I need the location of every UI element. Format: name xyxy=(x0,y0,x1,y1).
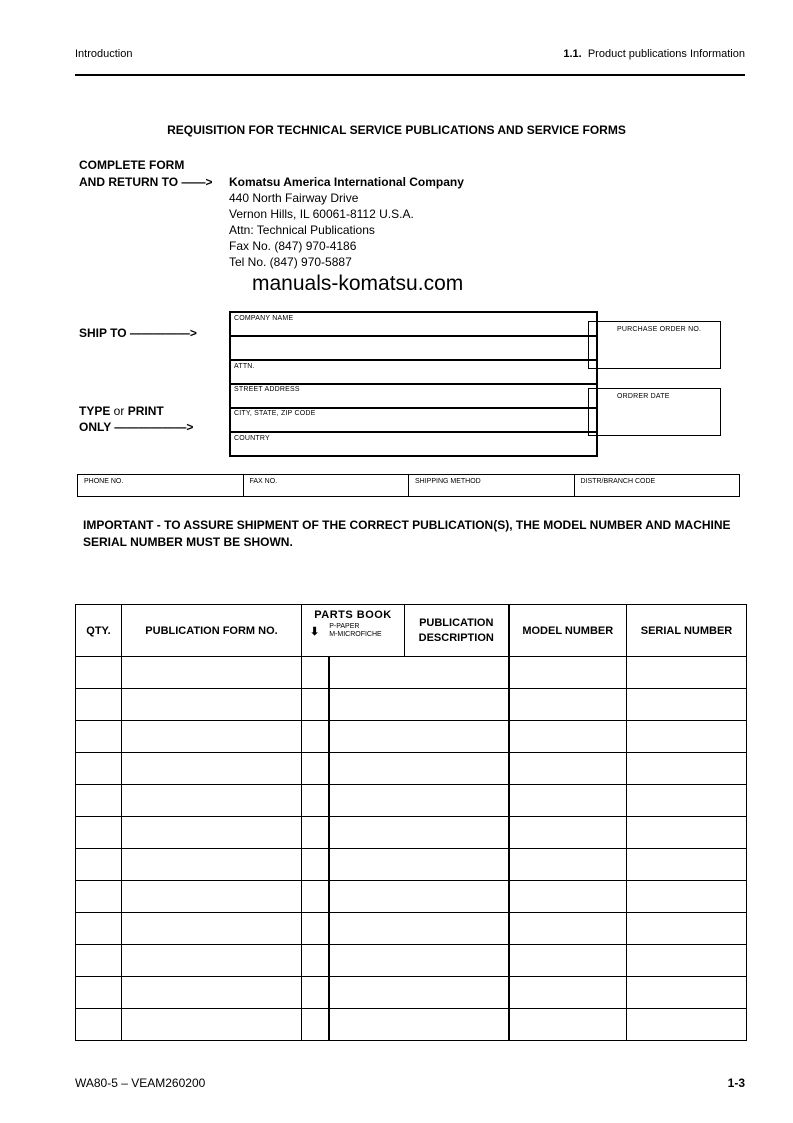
parts-book-cell[interactable] xyxy=(302,657,329,689)
chapter-title: Product publications Information xyxy=(587,48,745,60)
address-line: Vernon Hills, IL 60061-8112 U.S.A. xyxy=(229,207,414,221)
table-body xyxy=(76,657,747,1041)
model-cell[interactable] xyxy=(509,977,627,1009)
model-cell[interactable] xyxy=(509,849,627,881)
description-header-line2: DESCRIPTION xyxy=(418,631,494,644)
qty-cell[interactable] xyxy=(76,913,122,945)
parts-book-cell[interactable] xyxy=(302,689,329,721)
address-line: 440 North Fairway Drive xyxy=(229,191,359,205)
serial-cell[interactable] xyxy=(627,785,747,817)
country-field[interactable]: COUNTRY xyxy=(234,435,270,442)
street-address-field[interactable]: STREET ADDRESS xyxy=(234,386,300,393)
serial-cell[interactable] xyxy=(627,817,747,849)
serial-cell[interactable] xyxy=(627,721,747,753)
description-cell[interactable] xyxy=(329,945,509,977)
address-line: Attn: Technical Publications xyxy=(229,223,375,237)
fax-line: Fax No. (847) 970-4186 xyxy=(229,239,357,253)
serial-cell[interactable] xyxy=(627,657,747,689)
page-number: 1-3 xyxy=(727,1076,745,1090)
description-cell[interactable] xyxy=(329,785,509,817)
form-no-cell[interactable] xyxy=(122,881,302,913)
parts-book-cell[interactable] xyxy=(302,881,329,913)
form-no-cell[interactable] xyxy=(122,849,302,881)
form-no-cell[interactable] xyxy=(122,1009,302,1041)
form-no-cell[interactable] xyxy=(122,689,302,721)
description-cell[interactable] xyxy=(329,849,509,881)
parts-book-cell[interactable] xyxy=(302,945,329,977)
city-state-zip-field[interactable]: CITY, STATE, ZIP CODE xyxy=(234,410,316,417)
qty-cell[interactable] xyxy=(76,721,122,753)
form-no-cell[interactable] xyxy=(122,657,302,689)
purchase-order-field[interactable] xyxy=(588,321,721,369)
purchase-order-label: PURCHASE ORDER NO. xyxy=(617,326,702,333)
model-cell[interactable] xyxy=(509,689,627,721)
description-cell[interactable] xyxy=(329,1009,509,1041)
table-row xyxy=(76,977,747,1009)
qty-cell[interactable] xyxy=(76,785,122,817)
ship-to-label: SHIP TO —————> xyxy=(79,326,197,340)
table-row xyxy=(76,881,747,913)
qty-cell[interactable] xyxy=(76,881,122,913)
serial-cell[interactable] xyxy=(627,913,747,945)
parts-book-cell[interactable] xyxy=(302,721,329,753)
branch-code-field[interactable]: DISTR/BRANCH CODE xyxy=(580,478,656,485)
form-title: REQUISITION FOR TECHNICAL SERVICE PUBLICATIONS AND SERVICE FORMS xyxy=(167,123,626,137)
arrow-down-icon: ⬇ xyxy=(310,625,320,638)
description-cell[interactable] xyxy=(329,817,509,849)
table-row xyxy=(76,689,747,721)
model-cell[interactable] xyxy=(509,753,627,785)
serial-cell[interactable] xyxy=(627,945,747,977)
fax-field[interactable]: FAX NO. xyxy=(244,475,410,496)
table-header-row xyxy=(76,605,747,657)
microfiche-option-label: M-MICROFICHE xyxy=(329,631,382,638)
model-header: MODEL NUMBER xyxy=(509,605,627,657)
serial-cell[interactable] xyxy=(627,1009,747,1041)
parts-book-cell[interactable] xyxy=(302,785,329,817)
table-row xyxy=(76,849,747,881)
qty-cell[interactable] xyxy=(76,849,122,881)
parts-book-cell[interactable] xyxy=(302,1009,329,1041)
parts-book-header xyxy=(302,605,405,657)
description-cell[interactable] xyxy=(329,913,509,945)
header-section: Introduction xyxy=(75,48,133,60)
type-label: TYPE xyxy=(79,404,111,418)
description-header xyxy=(405,605,509,657)
company-name-line2-field[interactable] xyxy=(234,339,584,357)
parts-book-cell[interactable] xyxy=(302,849,329,881)
divider xyxy=(229,359,598,361)
important-notice: IMPORTANT - TO ASSURE SHIPMENT OF THE CORRECT PUBLICATION(S), THE MODEL NUMBER AND MACHINE SERIAL NUMBER MUST BE SHOWN. xyxy=(83,518,731,549)
serial-cell[interactable] xyxy=(627,977,747,1009)
order-date-field[interactable] xyxy=(588,388,721,436)
form-no-cell[interactable] xyxy=(122,817,302,849)
divider xyxy=(229,407,598,409)
chapter-number: 1.1. xyxy=(563,48,582,60)
description-cell[interactable] xyxy=(329,753,509,785)
model-cell[interactable] xyxy=(509,881,627,913)
return-to-label: AND RETURN TO ——> xyxy=(79,175,213,189)
qty-cell[interactable] xyxy=(76,817,122,849)
header-chapter xyxy=(563,48,745,60)
order-date-label: ORDRER DATE xyxy=(617,393,670,400)
table-row xyxy=(76,817,747,849)
divider xyxy=(229,431,598,433)
only-label: ONLY ——————> xyxy=(79,420,194,434)
parts-book-cell[interactable] xyxy=(302,753,329,785)
qty-cell[interactable] xyxy=(76,657,122,689)
description-cell[interactable] xyxy=(329,721,509,753)
qty-cell[interactable] xyxy=(76,945,122,977)
form-no-header: PUBLICATION FORM NO. xyxy=(122,605,302,657)
publications-table xyxy=(75,604,747,1041)
complete-form-label: COMPLETE FORM xyxy=(79,158,185,172)
company-name-field[interactable]: COMPANY NAME xyxy=(234,315,294,322)
table-row xyxy=(76,657,747,689)
or-label: or xyxy=(110,404,128,418)
serial-cell[interactable] xyxy=(627,849,747,881)
table-row xyxy=(76,913,747,945)
description-cell[interactable] xyxy=(329,689,509,721)
company-name: Komatsu America International Company xyxy=(229,175,464,189)
table-row xyxy=(76,721,747,753)
form-no-cell[interactable] xyxy=(122,753,302,785)
divider xyxy=(229,383,598,385)
description-cell[interactable] xyxy=(329,657,509,689)
qty-header: QTY. xyxy=(76,605,122,657)
qty-cell[interactable] xyxy=(76,753,122,785)
description-cell[interactable] xyxy=(329,881,509,913)
model-cell[interactable] xyxy=(509,945,627,977)
table-row xyxy=(76,1009,747,1041)
serial-cell[interactable] xyxy=(627,881,747,913)
model-cell[interactable] xyxy=(509,657,627,689)
print-label: PRINT xyxy=(127,404,164,418)
description-header-line1: PUBLICATION xyxy=(419,616,494,629)
header-rule xyxy=(75,74,745,76)
parts-book-title: PARTS BOOK xyxy=(314,609,392,621)
serial-cell[interactable] xyxy=(627,689,747,721)
shipping-method-field[interactable]: SHIPPING METHOD xyxy=(409,475,575,496)
table-row xyxy=(76,753,747,785)
serial-header: SERIAL NUMBER xyxy=(627,605,747,657)
form-no-cell[interactable] xyxy=(122,721,302,753)
form-no-cell[interactable] xyxy=(122,977,302,1009)
tel-line: Tel No. (847) 970-5887 xyxy=(229,255,352,269)
divider xyxy=(229,335,598,337)
parts-book-cell[interactable] xyxy=(302,817,329,849)
form-no-cell[interactable] xyxy=(122,785,302,817)
phone-field[interactable]: PHONE NO. xyxy=(78,475,244,496)
contact-row xyxy=(77,474,740,497)
table-row xyxy=(76,945,747,977)
form-no-cell[interactable] xyxy=(122,945,302,977)
type-or-print-label xyxy=(79,404,164,418)
serial-cell[interactable] xyxy=(627,753,747,785)
form-no-cell[interactable] xyxy=(122,913,302,945)
watermark: manuals-komatsu.com xyxy=(252,272,464,295)
model-cell[interactable] xyxy=(509,785,627,817)
qty-cell[interactable] xyxy=(76,977,122,1009)
qty-cell[interactable] xyxy=(76,1009,122,1041)
qty-cell[interactable] xyxy=(76,689,122,721)
parts-book-cell[interactable] xyxy=(302,913,329,945)
model-cell[interactable] xyxy=(509,721,627,753)
model-cell[interactable] xyxy=(509,817,627,849)
table-row xyxy=(76,785,747,817)
paper-option-label: P-PAPER xyxy=(329,623,360,630)
footer-doc-id: WA80-5 – VEAM260200 xyxy=(75,1076,206,1090)
description-cell[interactable] xyxy=(329,977,509,1009)
parts-book-cell[interactable] xyxy=(302,977,329,1009)
model-cell[interactable] xyxy=(509,913,627,945)
model-cell[interactable] xyxy=(509,1009,627,1041)
attn-field[interactable]: ATTN. xyxy=(234,363,255,370)
